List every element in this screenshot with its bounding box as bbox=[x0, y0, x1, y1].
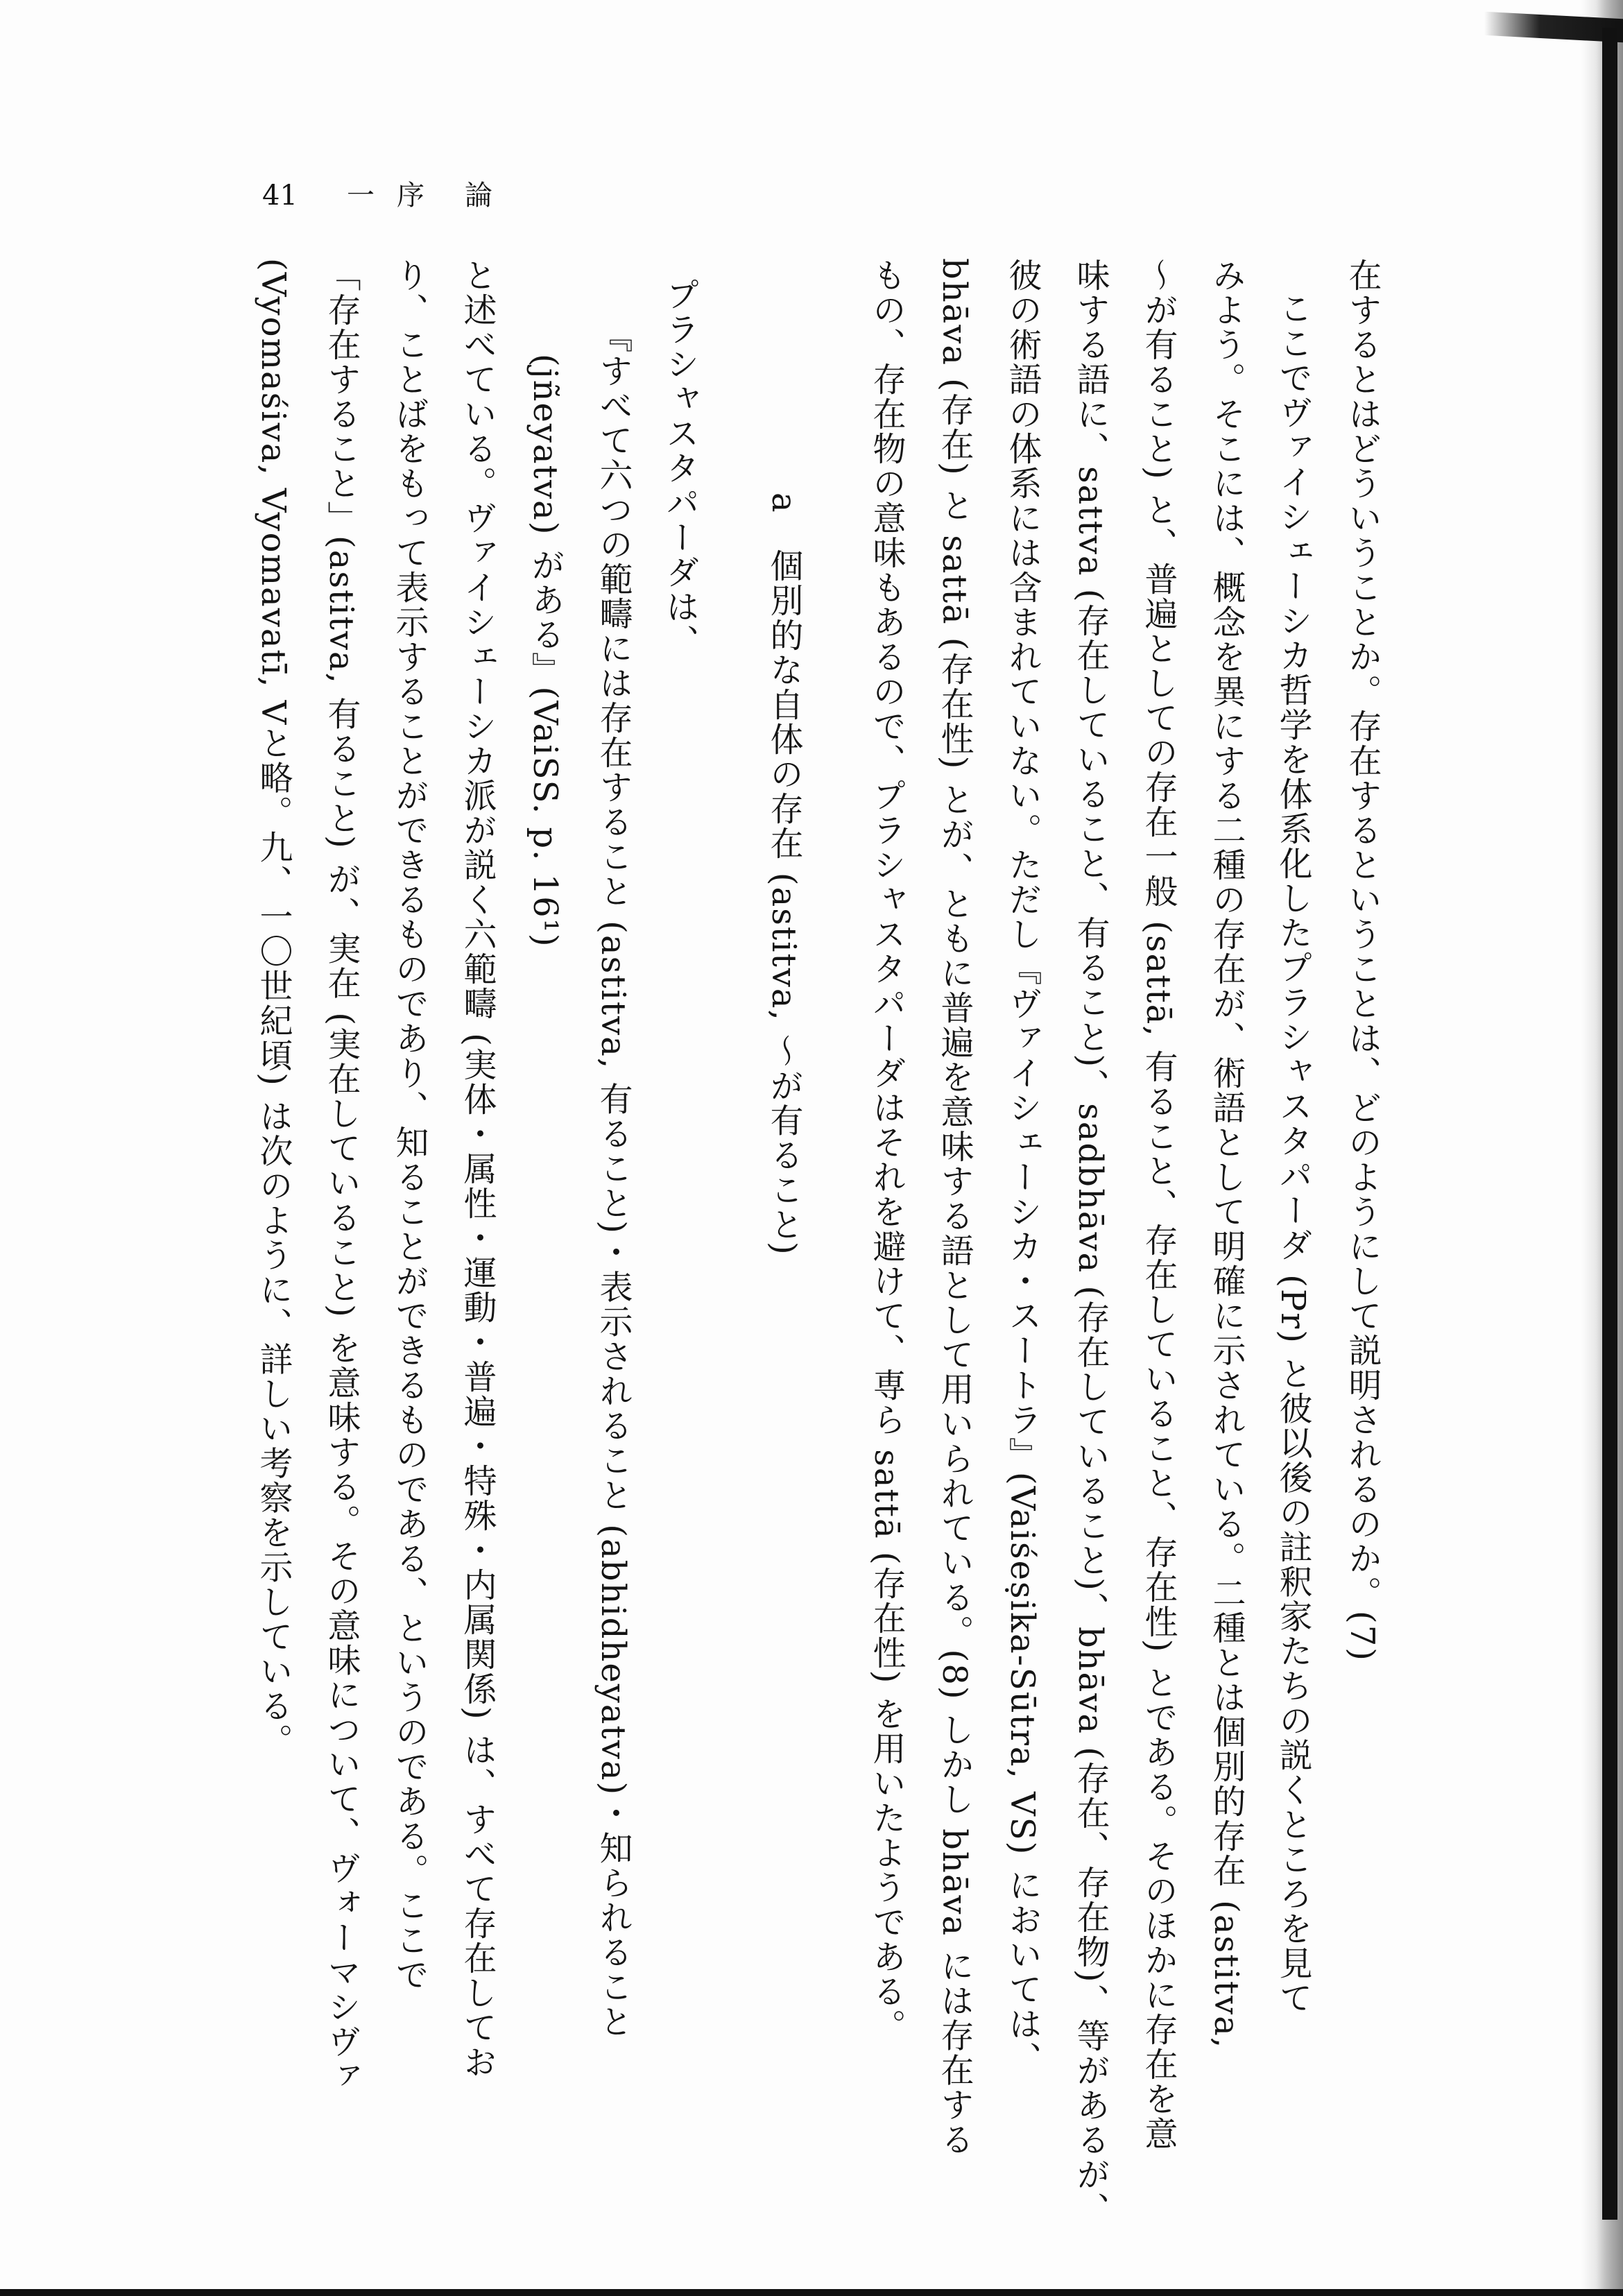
text-column-3: みよう。そこには、概念を異にする二種の存在が、術語として明確に示されている。二種とは個別的存在 (astitva, bbox=[1207, 258, 1246, 2050]
section-heading: a 個別的な自体の存在 (astitva, 〜が有ること) bbox=[764, 492, 803, 1256]
quote-line-2: (jñeyatva) がある』(VaiSS. p. 16¹) bbox=[526, 354, 565, 948]
text-column-10: と述べている。ヴァイシェーシカ派が説く六範疇 (実体・属性・運動・普遍・特殊・内属関係) は、すべて存在してお bbox=[458, 258, 497, 2080]
text-column-11: り、ことばをもって表示することができるものであり、知ることができるものである、というのである。ここで bbox=[390, 258, 429, 1992]
text-column-8: もの、存在物の意味もあるので、プラシャスタパーダはそれを避けて、専ら sattā (存在性) を用いたようである。 bbox=[867, 258, 906, 2044]
quote-line-1: 『すべて六つの範疇には存在すること (astitva, 有ること)・表示されること (abhidheyatva)・知られること bbox=[594, 319, 633, 2039]
scan-bottom-edge bbox=[0, 2289, 1623, 2296]
text-column-12: 「存在すること」(astitva, 有ること) が、実在 (実在していること) を意味する。その意味について、ヴォーマシヴァ bbox=[322, 258, 361, 2094]
running-head-title: 序論 bbox=[397, 180, 533, 212]
text-column-13: (Vyomaśiva, Vyomavatī, Vと略。九、一〇世紀頃) は次のように、詳しい考察を示している。 bbox=[254, 258, 293, 1758]
text-column-5: 味する語に、sattva (存在していること、有ること)、sadbhāva (存在していること)、bhāva (存在、存在物)、等があるが、 bbox=[1071, 258, 1110, 2227]
text-column-9: プラシャスタパーダは、 bbox=[660, 277, 699, 659]
running-head-dash: 一 bbox=[347, 180, 375, 212]
page-number: 41 bbox=[262, 180, 298, 212]
text-column-7: bhāva (存在) と sattā (存在性) とが、ともに普遍を意味する語として用いられている。(8) しかし bhāva には存在する bbox=[935, 258, 974, 2157]
text-column-2: ここでヴァイシェーシカ哲学を体系化したプラシャスタパーダ (Pr) と彼以後の註釈家たちの説くところを見て bbox=[1273, 291, 1312, 2016]
scan-edge-bar bbox=[1602, 28, 1617, 2220]
text-column-6: 彼の術語の体系には含まれていない。ただし『ヴァイシェーシカ・スートラ』(Vaiśeṣika-Sūtra, VS) においては、 bbox=[1003, 258, 1042, 2076]
text-column-4: 〜が有ること) と、普遍としての存在一般 (sattā, 有ること、存在していること、存在性) とである。そのほかに存在を意 bbox=[1139, 258, 1178, 2151]
text-column-1: 在するとはどういうことか。存在するということは、どのようにして説明されるのか。(7) bbox=[1343, 258, 1382, 1662]
